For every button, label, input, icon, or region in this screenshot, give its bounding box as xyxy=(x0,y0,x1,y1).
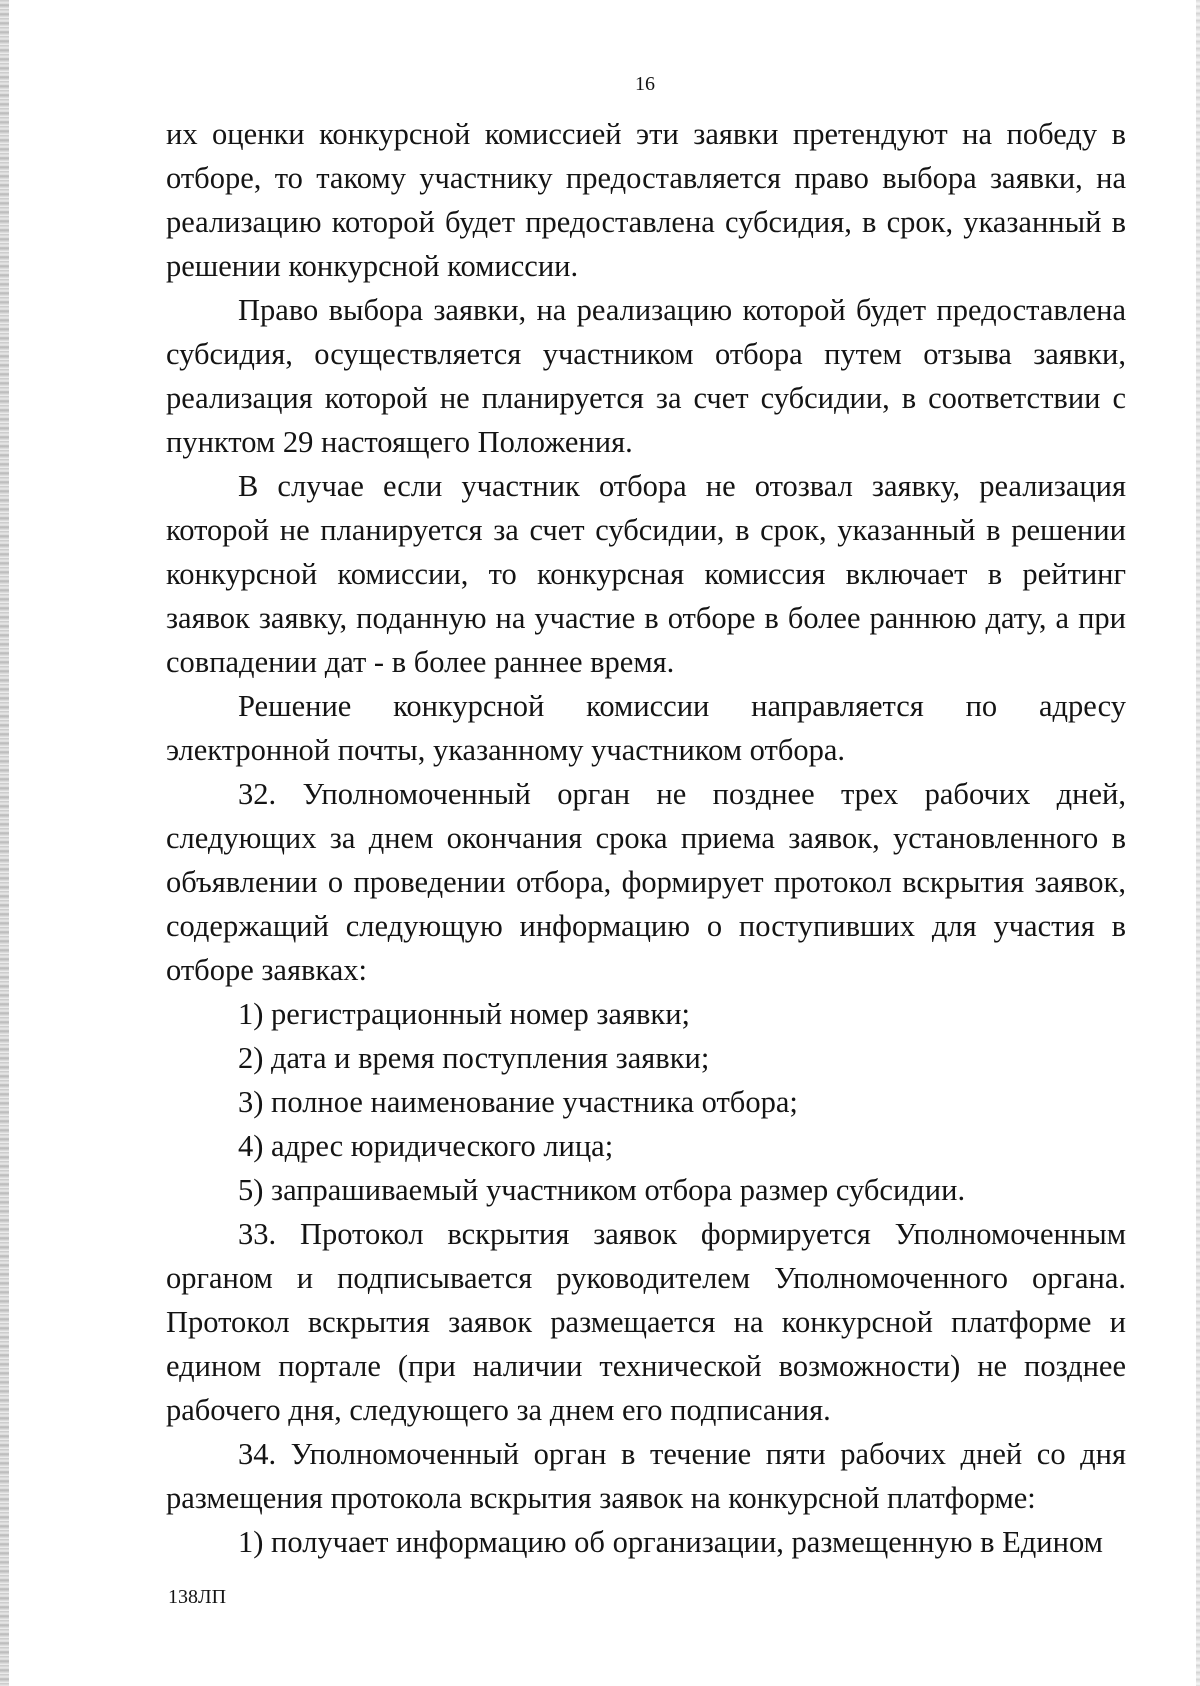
paragraph-continuation: их оценки конкурсной комиссией эти заявки претендуют на победу в отборе, то такому участнику предоставляется право выбора заявки, на реализацию которой будет предоставлена субсидия, в срок, указанный в решении конкурсной комиссии. xyxy=(166,117,1126,283)
footer-document-code: 138ЛП xyxy=(168,1586,227,1608)
scan-edge-right xyxy=(1196,0,1200,1686)
list-item-organization-info: 1) получает информацию об организации, размещенную в Едином xyxy=(238,1525,1103,1559)
document-body xyxy=(166,112,1126,1564)
paragraph-item-33: 33. Протокол вскрытия заявок формируется Уполномоченным органом и подписывается руководителем Уполномоченного органа. Протокол вскрытия заявок размещается на конкурсной платформе и едином портале (при наличии технической возможности) не позднее рабочего дня, следующего за днем его подписания. xyxy=(166,1217,1126,1427)
list-item-date-time: 2) дата и время поступления заявки; xyxy=(238,1041,710,1075)
list-item-legal-address: 4) адрес юридического лица; xyxy=(238,1129,614,1163)
scan-edge-left xyxy=(0,0,9,1686)
paragraph-not-withdrawn: В случае если участник отбора не отозвал заявку, реализация которой не планируется за счет субсидии, в срок, указанный в решении конкурсной комиссии, то конкурсная комиссия включает в рейтинг заявок заявку, поданную на участие в отборе в более раннюю дату, а при совпадении дат - в более раннее время. xyxy=(166,469,1126,679)
list-item-subsidy-amount: 5) запрашиваемый участником отбора размер субсидии. xyxy=(238,1173,966,1207)
paragraph-item-34: 34. Уполномоченный орган в течение пяти рабочих дней со дня размещения протокола вскрытия заявок на конкурсной платформе: xyxy=(166,1437,1126,1515)
list-item-registration-number: 1) регистрационный номер заявки; xyxy=(238,997,690,1031)
paragraph-choice-right: Право выбора заявки, на реализацию которой будет предоставлена субсидия, осуществляется участником отбора путем отзыва заявки, реализация которой не планируется за счет субсидии, в соответствии с пунктом 29 настоящего Положения. xyxy=(166,293,1126,459)
paragraph-decision-email: Решение конкурсной комиссии направляется по адресу электронной почты, указанному участником отбора. xyxy=(166,689,1126,767)
paragraph-item-32: 32. Уполномоченный орган не позднее трех рабочих дней, следующих за днем окончания срока приема заявок, установленного в объявлении о проведении отбора, формирует протокол вскрытия заявок, содержащий следующую информацию о поступивших для участия в отборе заявках: xyxy=(166,777,1126,987)
page-number: 16 xyxy=(635,73,655,95)
list-item-participant-name: 3) полное наименование участника отбора; xyxy=(238,1085,798,1119)
